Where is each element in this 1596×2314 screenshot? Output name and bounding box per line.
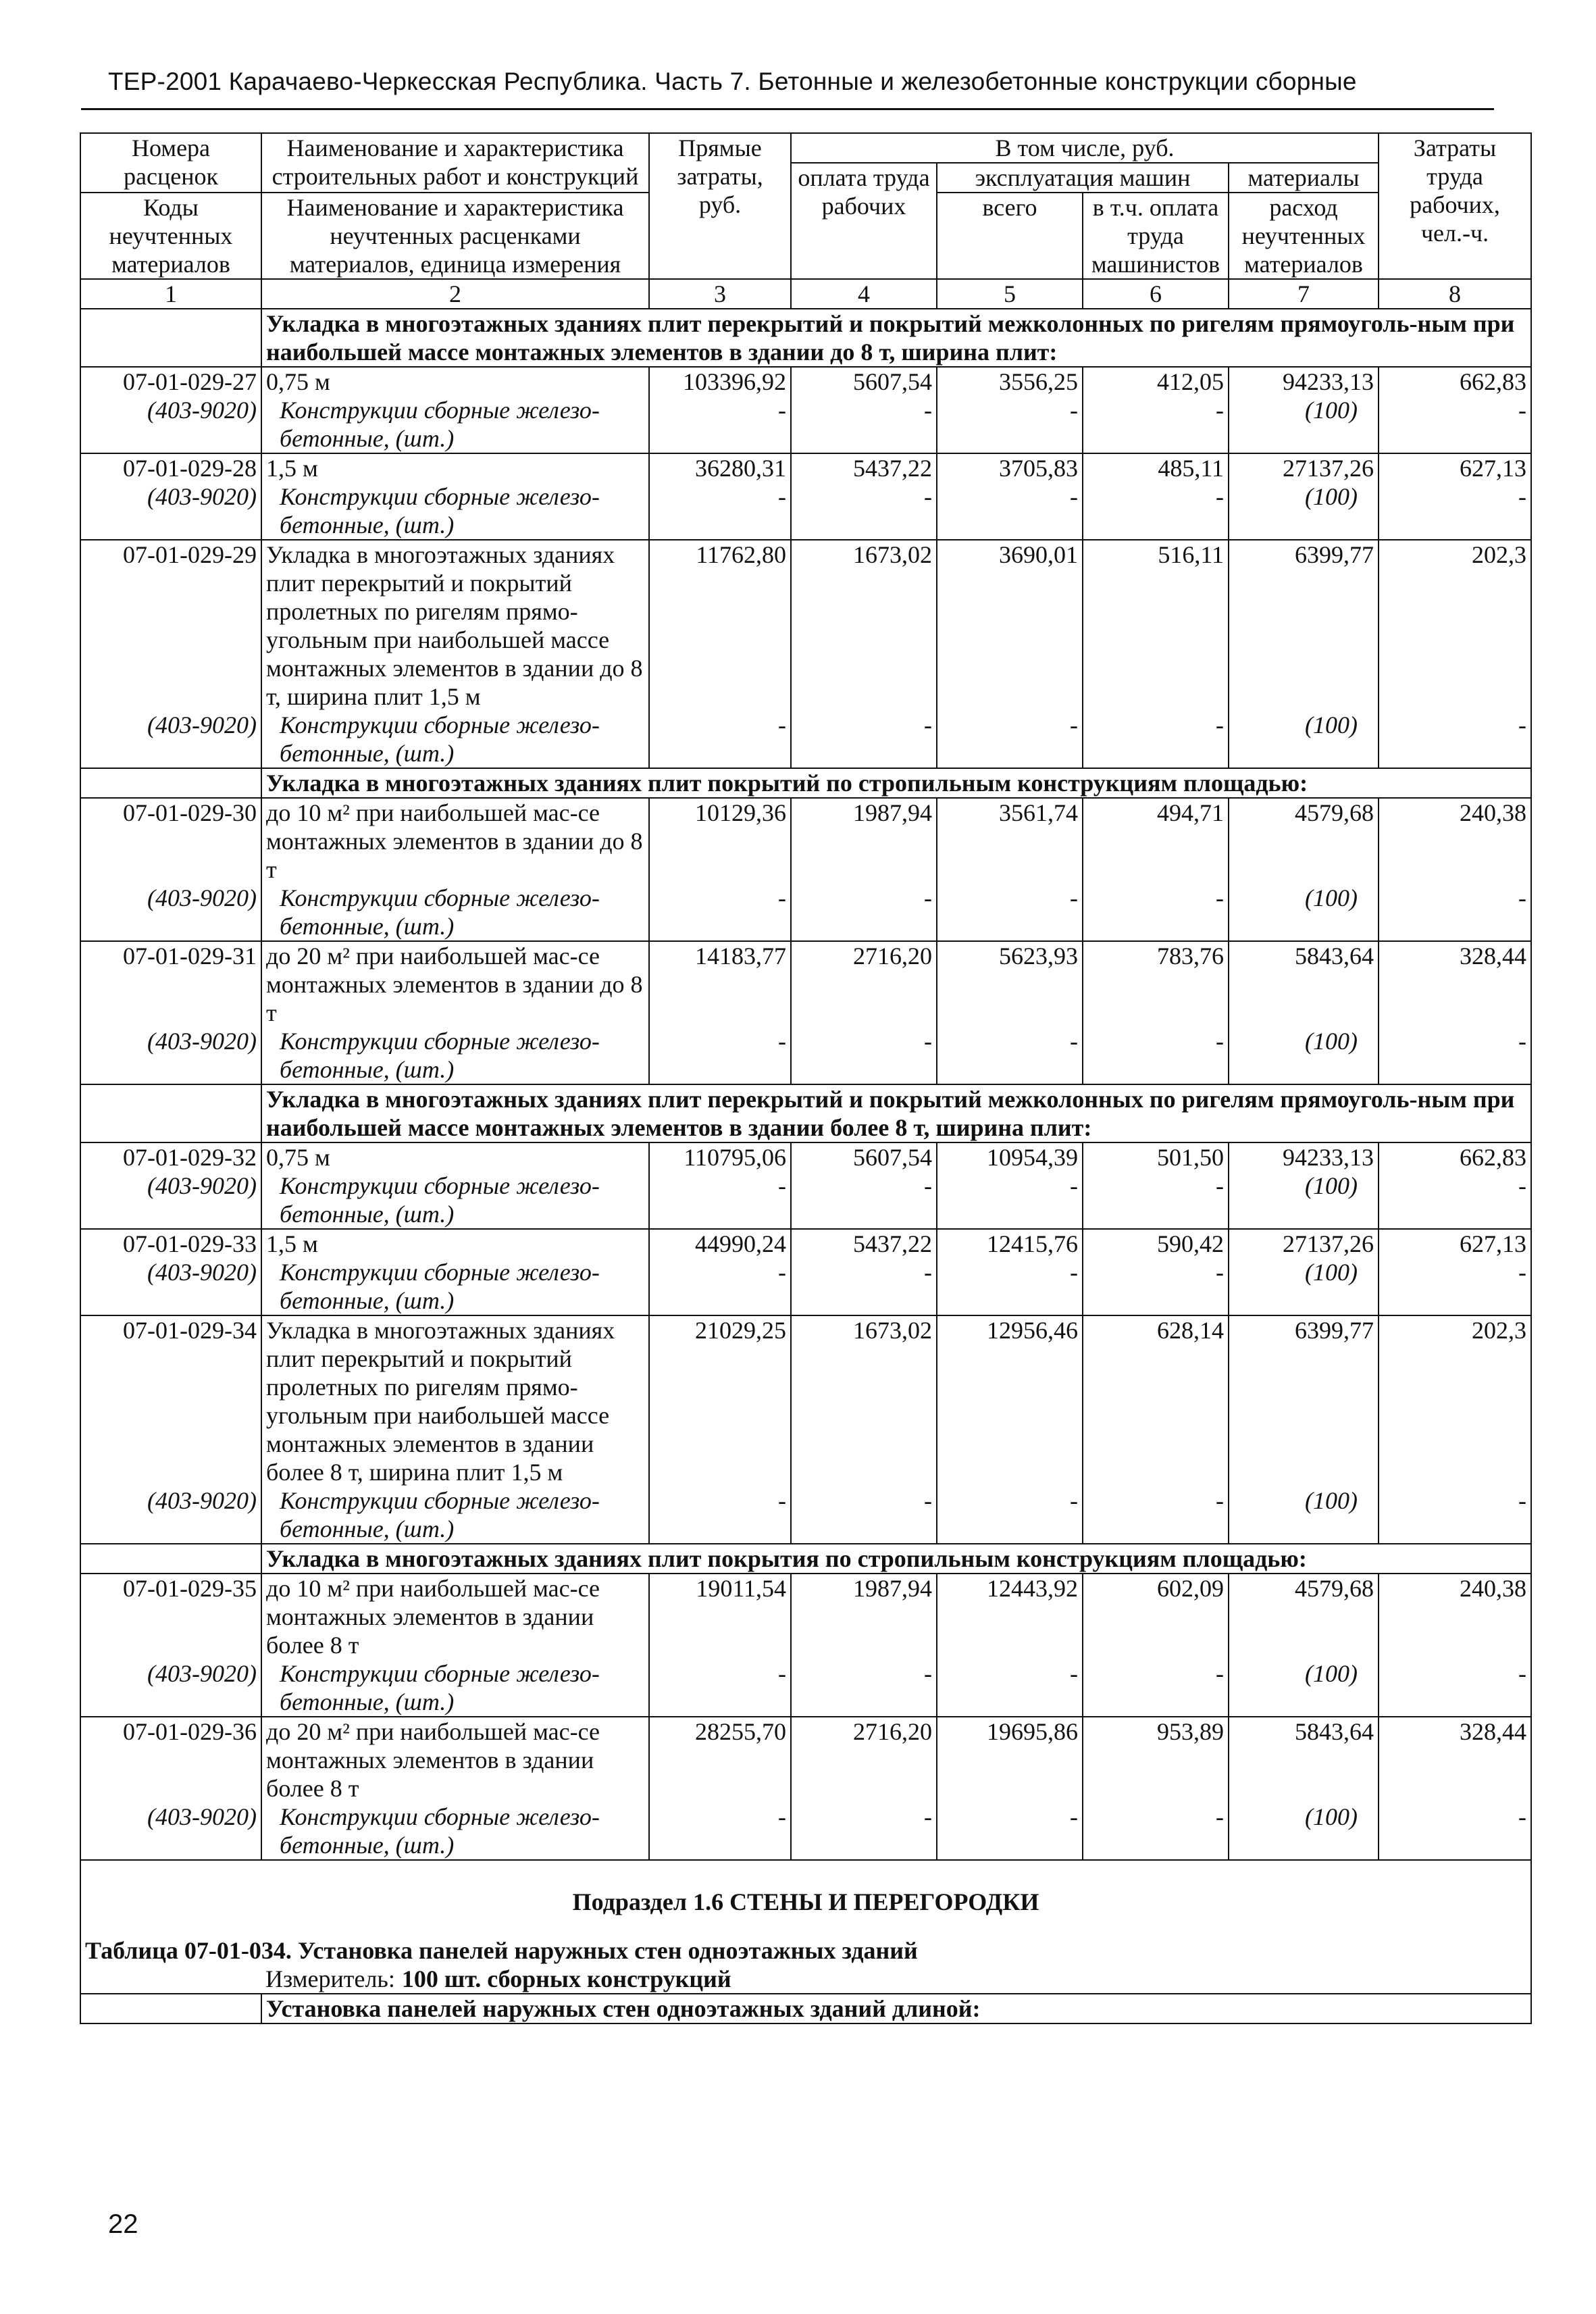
section-heading: Укладка в многоэтажных зданиях плит покрытия по стропильным конструкциям площадью:: [261, 1544, 1531, 1574]
col5-header: всего: [937, 193, 1083, 279]
dash-value: -: [937, 1027, 1083, 1084]
dash-value: -: [1379, 884, 1531, 941]
material-name: Конструкции сборные железо-бетонные, (шт.): [261, 1486, 649, 1544]
dash-value: -: [649, 1258, 791, 1315]
direct-cost: 110795,06: [649, 1142, 791, 1172]
section-spacer: [80, 1084, 261, 1142]
materials-cost: 4579,68: [1229, 1574, 1379, 1659]
labor-pay: 1673,02: [791, 1315, 937, 1486]
table-row: [80, 941, 1531, 1027]
labor-pay: 1987,94: [791, 798, 937, 884]
materials-cost: 5843,64: [1229, 1717, 1379, 1803]
material-row: [80, 1659, 1531, 1717]
dash-value: -: [1379, 1258, 1531, 1315]
work-name: до 10 м² при наибольшей мас-се монтажных элементов в здании более 8 т: [261, 1574, 649, 1659]
dash-value: -: [649, 1486, 791, 1544]
col8-header: Затраты труда рабочих, чел.-ч.: [1379, 133, 1531, 279]
labor-pay: 5437,22: [791, 1229, 937, 1258]
rate-code: 07-01-029-32: [80, 1142, 261, 1172]
rate-code: 07-01-029-29: [80, 540, 261, 711]
materials-cost: 6399,77: [1229, 1315, 1379, 1486]
material-code: (403-9020): [80, 1172, 261, 1229]
col-number: 5: [937, 279, 1083, 309]
labor-hours: 662,83: [1379, 367, 1531, 396]
material-qty: (100): [1229, 1258, 1379, 1315]
material-row: [80, 1486, 1531, 1544]
dash-value: -: [791, 1172, 937, 1229]
section-heading: Укладка в многоэтажных зданиях плит покрытий по стропильным конструкциям площадью:: [261, 768, 1531, 798]
dash-value: -: [1083, 396, 1229, 453]
dash-value: -: [1379, 1803, 1531, 1860]
material-name: Конструкции сборные железо-бетонные, (шт.): [261, 884, 649, 941]
material-qty: (100): [1229, 482, 1379, 540]
section-heading: Укладка в многоэтажных зданиях плит перекрытий и покрытий межколонных по ригелям прямоуголь-ным при наибольшей массе монтажных элементов в здании более 8 т, ширина плит:: [261, 1084, 1531, 1142]
section-heading-row: [80, 1544, 1531, 1574]
material-code: (403-9020): [80, 884, 261, 941]
dash-value: -: [1379, 711, 1531, 768]
materials-cost: 6399,77: [1229, 540, 1379, 711]
machines-total: 3561,74: [937, 798, 1083, 884]
section-heading-row: [80, 1084, 1531, 1142]
table-row: [80, 1142, 1531, 1172]
col-number: 6: [1083, 279, 1229, 309]
table-row: [80, 367, 1531, 396]
material-name: Конструкции сборные железо-бетонные, (шт.): [261, 396, 649, 453]
direct-cost: 19011,54: [649, 1574, 791, 1659]
dash-value: -: [791, 482, 937, 540]
machines-total: 12443,92: [937, 1574, 1083, 1659]
meter-spacer: [80, 1965, 261, 1994]
material-row: [80, 1172, 1531, 1229]
direct-cost: 44990,24: [649, 1229, 791, 1258]
material-code: (403-9020): [80, 1258, 261, 1315]
table-row: [80, 1315, 1531, 1486]
material-row: [80, 1027, 1531, 1084]
material-code: (403-9020): [80, 482, 261, 540]
table-row: [80, 1229, 1531, 1258]
dash-value: -: [1083, 711, 1229, 768]
machinists-pay: 485,11: [1083, 453, 1229, 482]
labor-pay: 1987,94: [791, 1574, 937, 1659]
table-row: [80, 540, 1531, 711]
col4-header: оплата труда рабочих: [791, 163, 937, 279]
machines-total: 3705,83: [937, 453, 1083, 482]
machines-group-header: эксплуатация машин: [937, 163, 1229, 193]
machinists-pay: 412,05: [1083, 367, 1229, 396]
material-row: [80, 711, 1531, 768]
dash-value: -: [649, 396, 791, 453]
col2-header-top: Наименование и характеристика строительных работ и конструкций: [261, 133, 649, 193]
materials-cost: 27137,26: [1229, 1229, 1379, 1258]
rate-code: 07-01-029-27: [80, 367, 261, 396]
meter-value: 100 шт. сборных конструкций: [401, 1965, 731, 1992]
labor-hours: 240,38: [1379, 798, 1531, 884]
material-code: (403-9020): [80, 711, 261, 768]
subsection-title: Подраздел 1.6 СТЕНЫ И ПЕРЕГОРОДКИ: [80, 1860, 1531, 1916]
materials-cost: 94233,13: [1229, 367, 1379, 396]
material-name: Конструкции сборные железо-бетонные, (шт.): [261, 711, 649, 768]
work-name: до 20 м² при наибольшей мас-се монтажных элементов в здании до 8 т: [261, 941, 649, 1027]
meter-label: Измеритель:: [265, 1965, 395, 1992]
dash-value: -: [1083, 1258, 1229, 1315]
material-name: Конструкции сборные железо-бетонные, (шт.): [261, 1172, 649, 1229]
col1-header-bottom: Коды неучтенных материалов: [80, 193, 261, 279]
labor-pay: 5607,54: [791, 367, 937, 396]
group-header: В том числе, руб.: [791, 133, 1379, 163]
material-code: (403-9020): [80, 1803, 261, 1860]
dash-value: -: [1379, 1659, 1531, 1717]
dash-value: -: [1379, 1027, 1531, 1084]
dash-value: -: [791, 1659, 937, 1717]
material-code: (403-9020): [80, 1659, 261, 1717]
direct-cost: 14183,77: [649, 941, 791, 1027]
material-qty: (100): [1229, 884, 1379, 941]
material-row: [80, 396, 1531, 453]
materials-cost: 27137,26: [1229, 453, 1379, 482]
direct-cost: 28255,70: [649, 1717, 791, 1803]
dash-value: -: [649, 711, 791, 768]
labor-pay: 2716,20: [791, 1717, 937, 1803]
header-row-1: [80, 133, 1531, 163]
dash-value: -: [791, 1486, 937, 1544]
direct-cost: 21029,25: [649, 1315, 791, 1486]
material-name: Конструкции сборные железо-бетонные, (шт.): [261, 1258, 649, 1315]
materials-group-header: материалы: [1229, 163, 1379, 193]
section-spacer: [80, 1994, 261, 2023]
dash-value: -: [937, 1486, 1083, 1544]
labor-hours: 202,3: [1379, 540, 1531, 711]
work-name: 0,75 м: [261, 1142, 649, 1172]
section-heading-row: [80, 768, 1531, 798]
col3-header: Прямые затраты, руб.: [649, 133, 791, 279]
dash-value: -: [649, 482, 791, 540]
rate-code: 07-01-029-34: [80, 1315, 261, 1486]
direct-cost: 11762,80: [649, 540, 791, 711]
material-code: (403-9020): [80, 1486, 261, 1544]
labor-pay: 2716,20: [791, 941, 937, 1027]
labor-hours: 328,44: [1379, 1717, 1531, 1803]
dash-value: -: [791, 396, 937, 453]
machinists-pay: 590,42: [1083, 1229, 1229, 1258]
dash-value: -: [937, 1803, 1083, 1860]
dash-value: -: [791, 1027, 937, 1084]
dash-value: -: [1379, 396, 1531, 453]
labor-hours: 627,13: [1379, 453, 1531, 482]
column-numbers-row: [80, 279, 1531, 309]
dash-value: -: [1379, 482, 1531, 540]
col-number: 1: [80, 279, 261, 309]
dash-value: -: [649, 1027, 791, 1084]
section-heading: Установка панелей наружных стен одноэтажных зданий длиной:: [261, 1994, 1531, 2023]
dash-value: -: [649, 884, 791, 941]
dash-value: -: [937, 1258, 1083, 1315]
dash-value: -: [937, 1659, 1083, 1717]
material-name: Конструкции сборные железо-бетонные, (шт.): [261, 1027, 649, 1084]
machinists-pay: 602,09: [1083, 1574, 1229, 1659]
dash-value: -: [1083, 1659, 1229, 1717]
running-header: ТЕР-2001 Карачаево-Черкесская Республика. Часть 7. Бетонные и железобетонные конструкции сборные: [108, 68, 1357, 95]
section-spacer: [80, 768, 261, 798]
col-number: 7: [1229, 279, 1379, 309]
dash-value: -: [937, 711, 1083, 768]
work-name: Укладка в многоэтажных зданиях плит перекрытий и покрытий пролетных по ригелям прямо-угольным при наибольшей массе монтажных элементов в здании более 8 т, ширина плит 1,5 м: [261, 1315, 649, 1486]
machinists-pay: 501,50: [1083, 1142, 1229, 1172]
rate-code: 07-01-029-36: [80, 1717, 261, 1803]
labor-hours: 240,38: [1379, 1574, 1531, 1659]
table-title-row: [80, 1916, 1531, 1965]
col-number: 4: [791, 279, 937, 309]
dash-value: -: [1083, 884, 1229, 941]
material-qty: (100): [1229, 1486, 1379, 1544]
material-qty: (100): [1229, 711, 1379, 768]
dash-value: -: [791, 711, 937, 768]
dash-value: -: [791, 1803, 937, 1860]
direct-cost: 36280,31: [649, 453, 791, 482]
table-row: [80, 453, 1531, 482]
dash-value: -: [649, 1172, 791, 1229]
price-table: [80, 132, 1532, 2024]
materials-cost: 4579,68: [1229, 798, 1379, 884]
machines-total: 5623,93: [937, 941, 1083, 1027]
col7-header: расход неучтенных материалов: [1229, 193, 1379, 279]
machines-total: 12956,46: [937, 1315, 1083, 1486]
material-name: Конструкции сборные железо-бетонные, (шт.): [261, 482, 649, 540]
rate-code: 07-01-029-28: [80, 453, 261, 482]
material-row: [80, 1258, 1531, 1315]
labor-hours: 202,3: [1379, 1315, 1531, 1486]
rate-code: 07-01-029-31: [80, 941, 261, 1027]
dash-value: -: [1083, 482, 1229, 540]
material-code: (403-9020): [80, 1027, 261, 1084]
machinists-pay: 494,71: [1083, 798, 1229, 884]
machines-total: 3690,01: [937, 540, 1083, 711]
rate-code: 07-01-029-35: [80, 1574, 261, 1659]
col-number: 8: [1379, 279, 1531, 309]
col-number: 3: [649, 279, 791, 309]
labor-hours: 627,13: [1379, 1229, 1531, 1258]
labor-hours: 328,44: [1379, 941, 1531, 1027]
section-heading-row: [80, 1994, 1531, 2023]
materials-cost: 94233,13: [1229, 1142, 1379, 1172]
dash-value: -: [1083, 1027, 1229, 1084]
table-title: Таблица 07-01-034. Установка панелей наружных стен одноэтажных зданий: [80, 1916, 1531, 1965]
machines-total: 19695,86: [937, 1717, 1083, 1803]
table-row: [80, 1717, 1531, 1803]
work-name: до 10 м² при наибольшей мас-се монтажных элементов в здании до 8 т: [261, 798, 649, 884]
work-name: 1,5 м: [261, 1229, 649, 1258]
material-name: Конструкции сборные железо-бетонные, (шт.): [261, 1659, 649, 1717]
rate-code: 07-01-029-30: [80, 798, 261, 884]
material-code: (403-9020): [80, 396, 261, 453]
header-rule: [81, 108, 1494, 110]
subsection-row: [80, 1860, 1531, 1916]
dash-value: -: [649, 1803, 791, 1860]
machinists-pay: 783,76: [1083, 941, 1229, 1027]
machinists-pay: 953,89: [1083, 1717, 1229, 1803]
dash-value: -: [1379, 1172, 1531, 1229]
machines-total: 10954,39: [937, 1142, 1083, 1172]
material-row: [80, 1803, 1531, 1860]
direct-cost: 10129,36: [649, 798, 791, 884]
page-number: 22: [108, 2209, 138, 2239]
dash-value: -: [791, 884, 937, 941]
meter-cell: [261, 1965, 1531, 1994]
machinists-pay: 628,14: [1083, 1315, 1229, 1486]
dash-value: -: [1083, 1803, 1229, 1860]
col1-header-top: Номера расценок: [80, 133, 261, 193]
work-name: до 20 м² при наибольшей мас-се монтажных элементов в здании более 8 т: [261, 1717, 649, 1803]
material-qty: (100): [1229, 1172, 1379, 1229]
direct-cost: 103396,92: [649, 367, 791, 396]
dash-value: -: [649, 1659, 791, 1717]
dash-value: -: [937, 884, 1083, 941]
material-qty: (100): [1229, 1659, 1379, 1717]
machinists-pay: 516,11: [1083, 540, 1229, 711]
col6-header: в т.ч. оплата труда машинистов: [1083, 193, 1229, 279]
labor-pay: 1673,02: [791, 540, 937, 711]
work-name: 0,75 м: [261, 367, 649, 396]
section-spacer: [80, 309, 261, 367]
machines-total: 12415,76: [937, 1229, 1083, 1258]
labor-pay: 5607,54: [791, 1142, 937, 1172]
table-row: [80, 798, 1531, 884]
section-spacer: [80, 1544, 261, 1574]
materials-cost: 5843,64: [1229, 941, 1379, 1027]
dash-value: -: [937, 482, 1083, 540]
dash-value: -: [1083, 1172, 1229, 1229]
table-row: [80, 1574, 1531, 1659]
material-qty: (100): [1229, 396, 1379, 453]
col-number: 2: [261, 279, 649, 309]
dash-value: -: [1083, 1486, 1229, 1544]
material-row: [80, 884, 1531, 941]
rate-code: 07-01-029-33: [80, 1229, 261, 1258]
dash-value: -: [791, 1258, 937, 1315]
material-qty: (100): [1229, 1803, 1379, 1860]
labor-pay: 5437,22: [791, 453, 937, 482]
work-name: Укладка в многоэтажных зданиях плит перекрытий и покрытий пролетных по ригелям прямо-угольным при наибольшей массе монтажных элементов в здании до 8 т, ширина плит 1,5 м: [261, 540, 649, 711]
material-qty: (100): [1229, 1027, 1379, 1084]
meter-row: [80, 1965, 1531, 1994]
labor-hours: 662,83: [1379, 1142, 1531, 1172]
dash-value: -: [937, 1172, 1083, 1229]
dash-value: -: [1379, 1486, 1531, 1544]
col2-header-bottom: Наименование и характеристика неучтенных расценками материалов, единица измерения: [261, 193, 649, 279]
work-name: 1,5 м: [261, 453, 649, 482]
material-row: [80, 482, 1531, 540]
machines-total: 3556,25: [937, 367, 1083, 396]
material-name: Конструкции сборные железо-бетонные, (шт.): [261, 1803, 649, 1860]
dash-value: -: [937, 396, 1083, 453]
section-heading-row: [80, 309, 1531, 367]
section-heading: Укладка в многоэтажных зданиях плит перекрытий и покрытий межколонных по ригелям прямоуголь-ным при наибольшей массе монтажных элементов в здании до 8 т, ширина плит:: [261, 309, 1531, 367]
